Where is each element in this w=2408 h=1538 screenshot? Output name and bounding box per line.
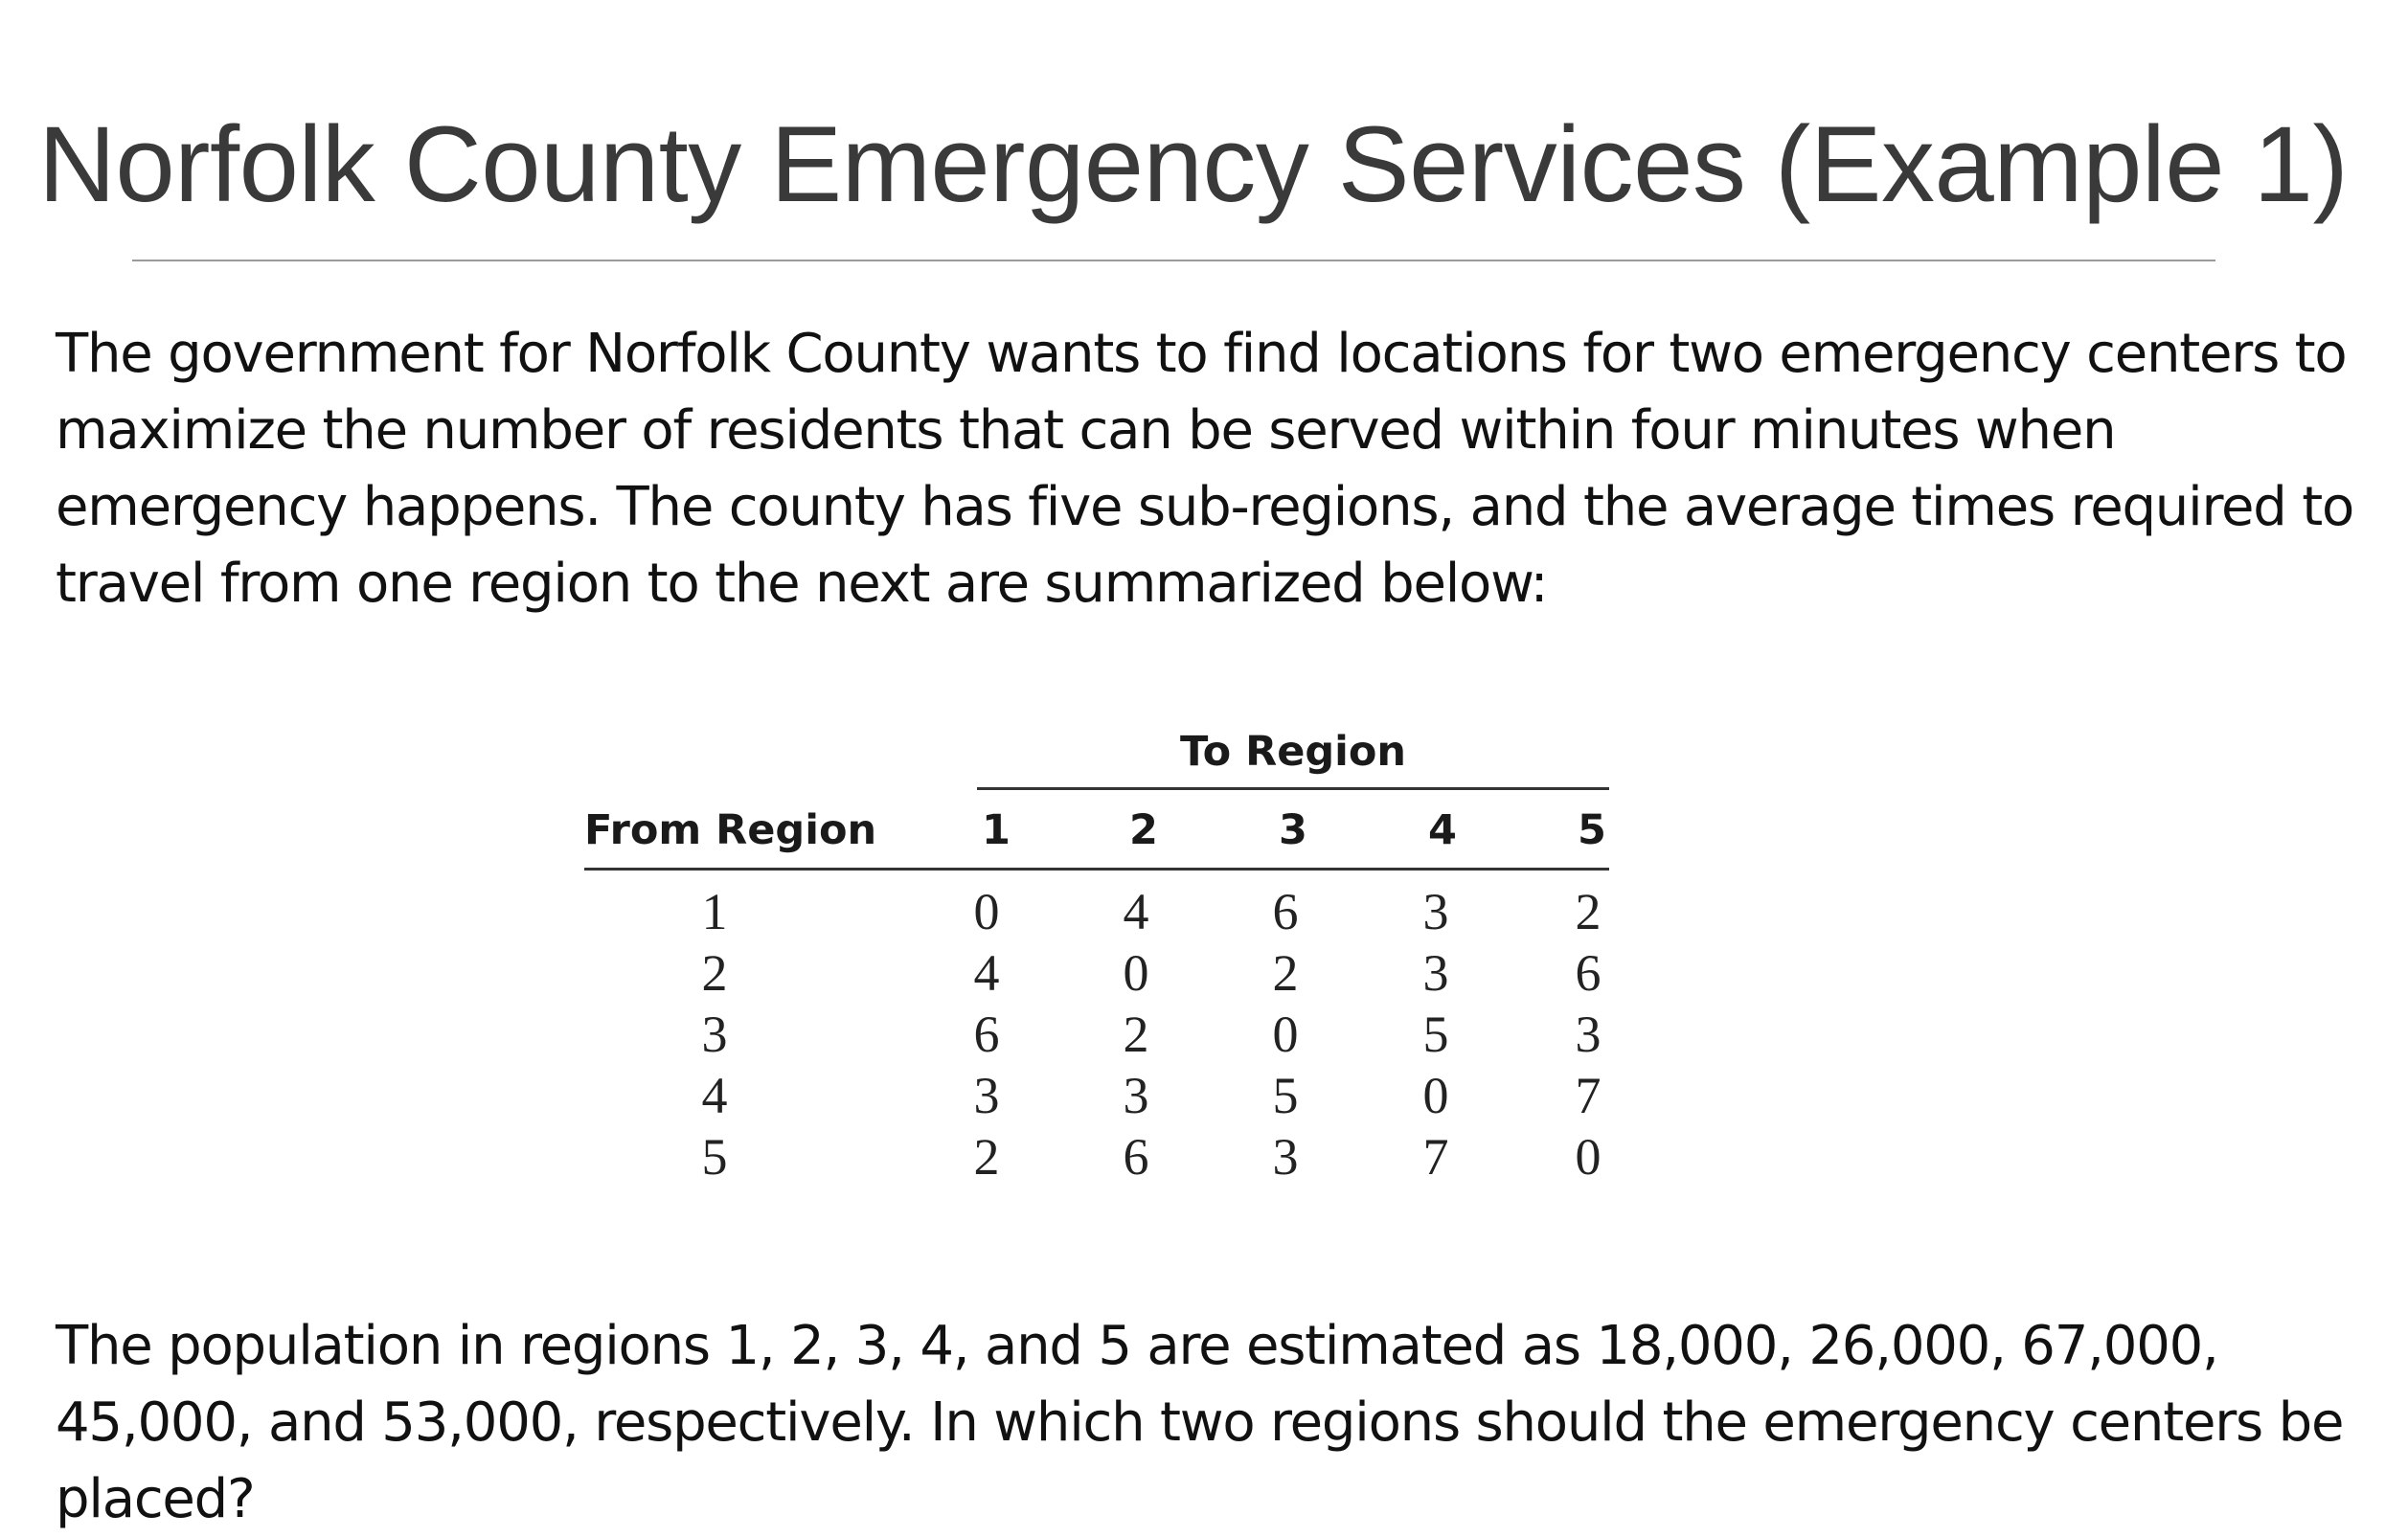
time-cell: 6 <box>973 1006 1000 1063</box>
time-cell: 2 <box>1123 1006 1149 1063</box>
time-cell: 3 <box>1123 1067 1149 1124</box>
time-cell: 5 <box>1272 1067 1299 1124</box>
time-cell: 0 <box>1575 1128 1602 1186</box>
time-cell: 3 <box>1422 883 1449 940</box>
table-header-row <box>575 802 1609 859</box>
time-cell: 3 <box>973 1067 1000 1124</box>
table-header-rule <box>584 868 1609 871</box>
time-cell: 6 <box>1123 1128 1149 1186</box>
time-cell: 0 <box>1422 1067 1449 1124</box>
time-cell: 2 <box>1575 883 1602 940</box>
intro-paragraph: The government for Norfolk County wants to find locations for two emergency centers to maximize the number of residents that can be served within four minutes when emergency happens. The county has five sub-regions, and the average times required to travel from one region to the next are summarized below: <box>56 323 2354 615</box>
travel-time-table <box>575 723 1609 1202</box>
table-body <box>575 881 1609 1187</box>
column-header: 5 <box>1578 806 1606 854</box>
from-region-cell: 5 <box>701 1128 728 1186</box>
from-region-cell: 3 <box>701 1006 728 1063</box>
column-header: 3 <box>1279 806 1307 854</box>
time-cell: 6 <box>1272 883 1299 940</box>
column-header: 4 <box>1428 806 1457 854</box>
time-cell: 3 <box>1422 944 1449 1002</box>
from-region-cell: 1 <box>701 883 728 940</box>
time-cell: 3 <box>1575 1006 1602 1063</box>
to-region-header: To Region <box>1179 728 1407 776</box>
time-cell: 7 <box>1422 1128 1449 1186</box>
table-row <box>575 881 1609 942</box>
time-cell: 6 <box>1575 944 1602 1002</box>
time-cell: 0 <box>1272 1006 1299 1063</box>
table-row <box>575 1126 1609 1187</box>
time-cell: 4 <box>1123 883 1149 940</box>
time-cell: 5 <box>1422 1006 1449 1063</box>
question-paragraph: The population in regions 1, 2, 3, 4, and 5 are estimated as 18,000, 26,000, 67,000, 45,000, and 53,000, respectively. In which two regions should the emergency centers be placed? <box>56 1315 2344 1530</box>
column-header: 2 <box>1129 806 1158 854</box>
title-divider <box>132 260 2215 261</box>
time-cell: 0 <box>1123 944 1149 1002</box>
time-cell: 2 <box>1272 944 1299 1002</box>
time-cell: 0 <box>973 883 1000 940</box>
time-cell: 7 <box>1575 1067 1602 1124</box>
table-row <box>575 1065 1609 1126</box>
from-region-cell: 2 <box>701 944 728 1002</box>
time-cell: 3 <box>1272 1128 1299 1186</box>
to-region-rule <box>977 787 1609 790</box>
time-cell: 2 <box>973 1128 1000 1186</box>
from-region-header: From Region <box>584 806 877 854</box>
slide-title: Norfolk County Emergency Services (Example 1) <box>38 104 2349 224</box>
from-region-cell: 4 <box>701 1067 728 1124</box>
table-row <box>575 1004 1609 1065</box>
time-cell: 4 <box>973 944 1000 1002</box>
column-header: 1 <box>982 806 1011 854</box>
table-row <box>575 942 1609 1004</box>
